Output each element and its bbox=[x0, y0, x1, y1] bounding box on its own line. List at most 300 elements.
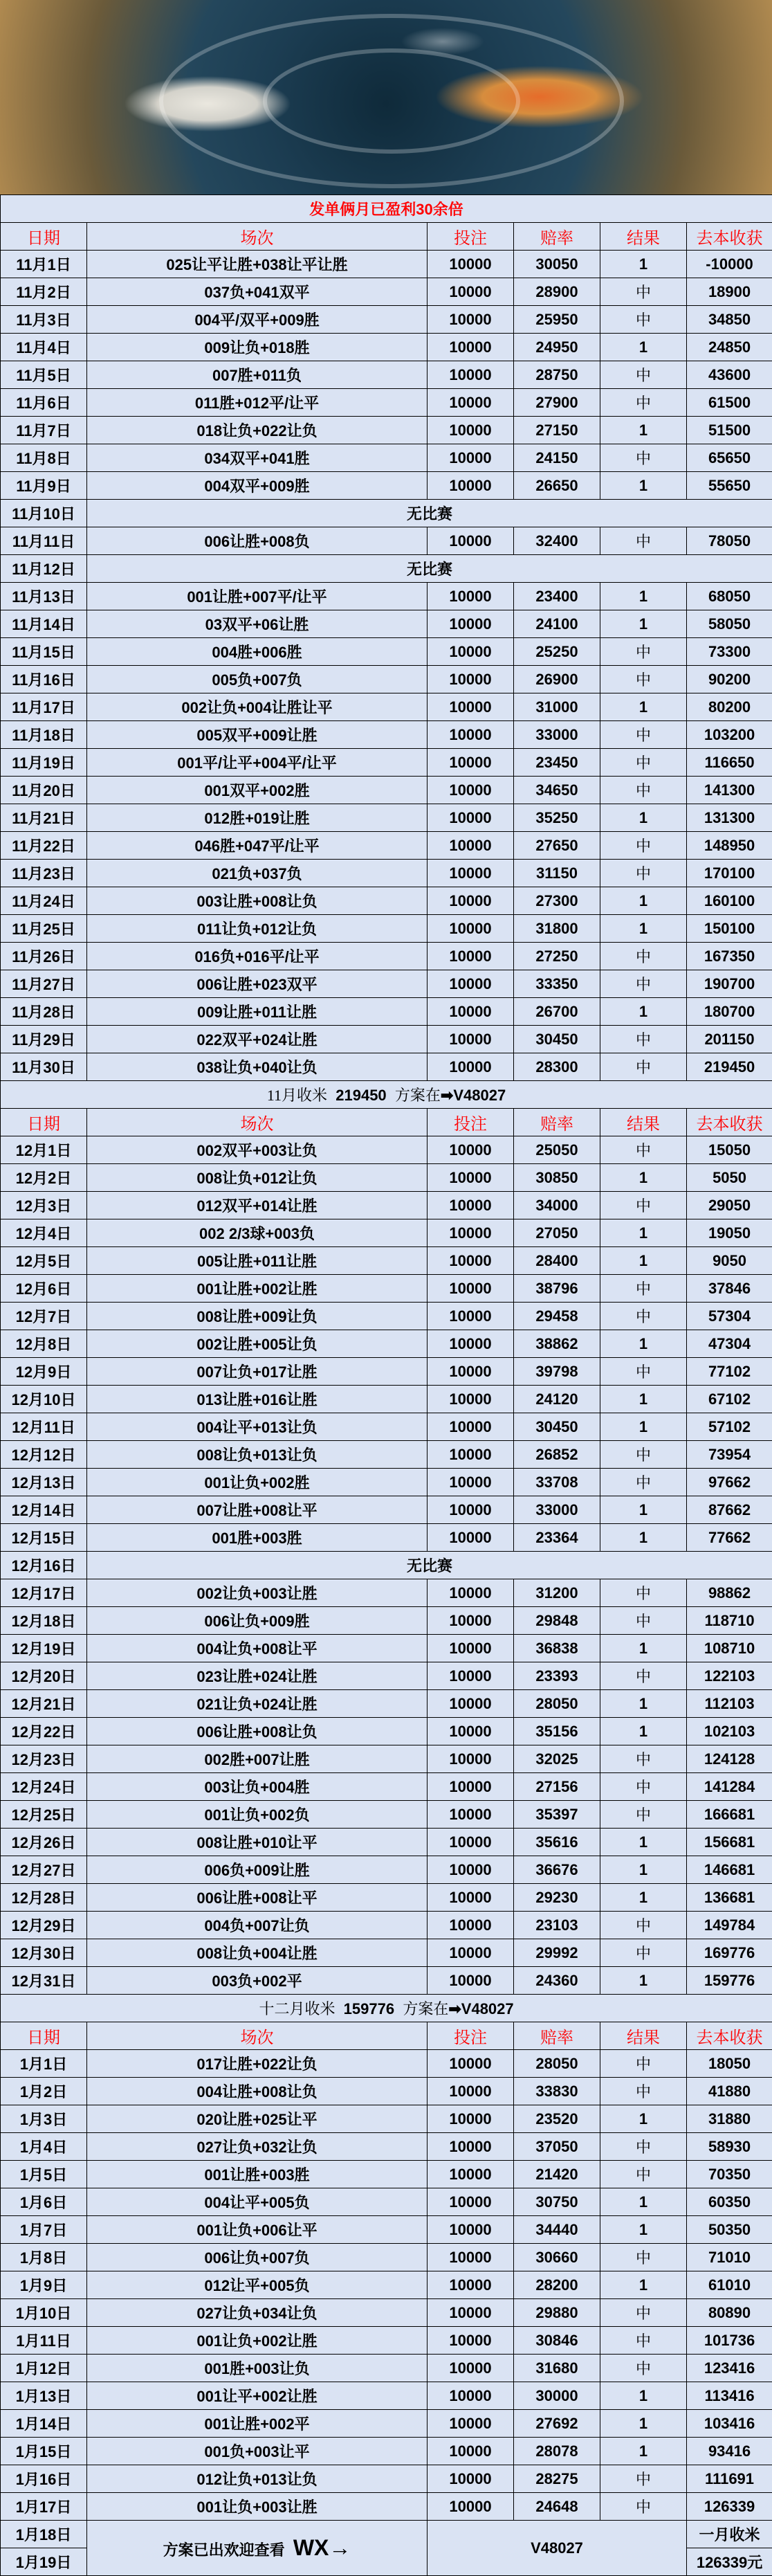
result-cell: 1 bbox=[600, 1413, 687, 1441]
match-cell: 001让负+003让胜 bbox=[87, 2493, 428, 2521]
table-row bbox=[1, 555, 772, 583]
odds-cell: 31150 bbox=[514, 860, 600, 887]
date-cell: 12月1日 bbox=[1, 1136, 87, 1164]
summary-label: 十二月收米 bbox=[259, 2000, 335, 2017]
date-cell: 1月17日 bbox=[1, 2493, 87, 2521]
odds-cell: 33830 bbox=[514, 2078, 600, 2105]
date-cell: 11月14日 bbox=[1, 610, 87, 638]
odds-cell: 23520 bbox=[514, 2105, 600, 2133]
result-cell: 中 bbox=[600, 638, 687, 666]
bet-cell: 10000 bbox=[428, 721, 514, 749]
result-cell: 1 bbox=[600, 887, 687, 915]
result-cell: 1 bbox=[600, 1164, 687, 1192]
header-bet: 投注 bbox=[428, 223, 514, 251]
match-cell: 001双平+002胜 bbox=[87, 777, 428, 804]
profit-cell: 65650 bbox=[687, 444, 772, 472]
result-cell: 1 bbox=[600, 472, 687, 500]
bet-cell: 10000 bbox=[428, 1136, 514, 1164]
profit-cell: 73954 bbox=[687, 1441, 772, 1469]
table-row bbox=[1, 1552, 772, 1579]
profit-cell: 113416 bbox=[687, 2382, 772, 2410]
bet-cell: 10000 bbox=[428, 251, 514, 278]
bet-cell: 10000 bbox=[428, 1745, 514, 1773]
profit-cell: -10000 bbox=[687, 251, 772, 278]
date-cell: 11月16日 bbox=[1, 666, 87, 693]
bet-cell: 10000 bbox=[428, 1607, 514, 1635]
date-cell: 12月28日 bbox=[1, 1884, 87, 1912]
result-cell: 中 bbox=[600, 278, 687, 306]
table-row bbox=[1, 1690, 772, 1718]
odds-cell: 21420 bbox=[514, 2161, 600, 2188]
date-cell: 12月10日 bbox=[1, 1386, 87, 1413]
odds-cell: 28200 bbox=[514, 2271, 600, 2299]
odds-cell: 30750 bbox=[514, 2188, 600, 2216]
bet-cell: 10000 bbox=[428, 306, 514, 334]
bet-cell: 10000 bbox=[428, 860, 514, 887]
match-cell: 012双平+014让胜 bbox=[87, 1192, 428, 1219]
table-row bbox=[1, 693, 772, 721]
header-result: 结果 bbox=[600, 223, 687, 251]
bet-cell: 10000 bbox=[428, 1635, 514, 1662]
odds-cell: 29880 bbox=[514, 2299, 600, 2327]
date-cell: 12月2日 bbox=[1, 1164, 87, 1192]
date-cell: 1月4日 bbox=[1, 2133, 87, 2161]
result-cell: 中 bbox=[600, 361, 687, 389]
date-cell: 12月12日 bbox=[1, 1441, 87, 1469]
match-cell: 009让胜+011让胜 bbox=[87, 998, 428, 1026]
header-match: 场次 bbox=[87, 1109, 428, 1136]
summary-amount: 159776 bbox=[335, 2000, 403, 2017]
result-cell: 1 bbox=[600, 251, 687, 278]
result-cell: 1 bbox=[600, 2105, 687, 2133]
bet-cell: 10000 bbox=[428, 610, 514, 638]
profit-cell: 169776 bbox=[687, 1939, 772, 1967]
profit-cell: 156681 bbox=[687, 1829, 772, 1856]
profit-cell: 57102 bbox=[687, 1413, 772, 1441]
bet-cell: 10000 bbox=[428, 1884, 514, 1912]
odds-cell: 29458 bbox=[514, 1303, 600, 1330]
odds-cell: 30850 bbox=[514, 1164, 600, 1192]
table-row bbox=[1, 1801, 772, 1829]
match-cell: 001让胜+002让胜 bbox=[87, 1275, 428, 1303]
page-title: 发单俩月已盈利30余倍 bbox=[1, 195, 772, 223]
result-cell: 中 bbox=[600, 1469, 687, 1496]
profit-cell: 9050 bbox=[687, 1247, 772, 1275]
profit-cell: 159776 bbox=[687, 1967, 772, 1995]
table-row bbox=[1, 2382, 772, 2410]
odds-cell: 25250 bbox=[514, 638, 600, 666]
koi-fish-banner-image bbox=[0, 0, 772, 194]
profit-cell: 149784 bbox=[687, 1912, 772, 1939]
match-cell: 004让平+013让负 bbox=[87, 1413, 428, 1441]
date-cell: 11月11日 bbox=[1, 527, 87, 555]
bet-cell: 10000 bbox=[428, 1662, 514, 1690]
odds-cell: 34000 bbox=[514, 1192, 600, 1219]
match-cell: 012胜+019让胜 bbox=[87, 804, 428, 832]
table-row bbox=[1, 1939, 772, 1967]
date-cell: 11月6日 bbox=[1, 389, 87, 417]
date-cell: 12月29日 bbox=[1, 1912, 87, 1939]
table-row bbox=[1, 915, 772, 943]
match-cell: 002让负+003让胜 bbox=[87, 1579, 428, 1607]
table-row bbox=[1, 1275, 772, 1303]
date-cell: 12月24日 bbox=[1, 1773, 87, 1801]
bet-cell: 10000 bbox=[428, 389, 514, 417]
odds-cell: 27156 bbox=[514, 1773, 600, 1801]
bet-cell: 10000 bbox=[428, 1856, 514, 1884]
table-row bbox=[1, 1358, 772, 1386]
bet-cell: 10000 bbox=[428, 1773, 514, 1801]
date-cell: 1月19日 bbox=[1, 2548, 87, 2576]
odds-cell: 33000 bbox=[514, 1496, 600, 1524]
profit-cell: 34850 bbox=[687, 306, 772, 334]
match-cell: 003负+002平 bbox=[87, 1967, 428, 1995]
date-cell: 12月15日 bbox=[1, 1524, 87, 1552]
date-cell: 1月7日 bbox=[1, 2216, 87, 2244]
table-row bbox=[1, 2078, 772, 2105]
odds-cell: 30846 bbox=[514, 2327, 600, 2355]
result-cell: 1 bbox=[600, 2216, 687, 2244]
date-cell: 11月8日 bbox=[1, 444, 87, 472]
odds-cell: 31680 bbox=[514, 2355, 600, 2382]
match-cell: 001让平+002让胜 bbox=[87, 2382, 428, 2410]
profit-cell: 80890 bbox=[687, 2299, 772, 2327]
odds-cell: 24100 bbox=[514, 610, 600, 638]
table-row bbox=[1, 2133, 772, 2161]
match-cell: 001让负+002让胜 bbox=[87, 2327, 428, 2355]
match-cell: 004负+007让负 bbox=[87, 1912, 428, 1939]
odds-cell: 28900 bbox=[514, 278, 600, 306]
profit-cell: 180700 bbox=[687, 998, 772, 1026]
profit-cell: 68050 bbox=[687, 583, 772, 610]
profit-cell: 67102 bbox=[687, 1386, 772, 1413]
bet-cell: 10000 bbox=[428, 693, 514, 721]
arrow-right-icon: ➡ bbox=[448, 2000, 461, 2017]
profit-cell: 90200 bbox=[687, 666, 772, 693]
date-cell: 12月17日 bbox=[1, 1579, 87, 1607]
profit-cell: 112103 bbox=[687, 1690, 772, 1718]
bet-cell: 10000 bbox=[428, 1524, 514, 1552]
bet-cell: 10000 bbox=[428, 1358, 514, 1386]
match-cell: 001胜+003胜 bbox=[87, 1524, 428, 1552]
profit-cell: 167350 bbox=[687, 943, 772, 970]
result-cell: 1 bbox=[600, 693, 687, 721]
date-cell: 11月25日 bbox=[1, 915, 87, 943]
match-cell: 046胜+047平/让平 bbox=[87, 832, 428, 860]
result-cell: 中 bbox=[600, 666, 687, 693]
result-cell: 中 bbox=[600, 1358, 687, 1386]
result-cell: 中 bbox=[600, 1745, 687, 1773]
table-row bbox=[1, 638, 772, 666]
table-row bbox=[1, 1026, 772, 1053]
footer-side-label: 一月收米 bbox=[687, 2521, 772, 2548]
profit-cell: 77102 bbox=[687, 1358, 772, 1386]
result-cell: 1 bbox=[600, 610, 687, 638]
date-cell: 11月7日 bbox=[1, 417, 87, 444]
odds-cell: 30450 bbox=[514, 1413, 600, 1441]
header-bet: 投注 bbox=[428, 1109, 514, 1136]
bet-cell: 10000 bbox=[428, 2299, 514, 2327]
date-cell: 11月3日 bbox=[1, 306, 87, 334]
table-row bbox=[1, 417, 772, 444]
odds-cell: 29848 bbox=[514, 1607, 600, 1635]
table-row bbox=[1, 832, 772, 860]
result-cell: 中 bbox=[600, 721, 687, 749]
bet-cell: 10000 bbox=[428, 2271, 514, 2299]
bet-cell: 10000 bbox=[428, 1413, 514, 1441]
result-cell: 中 bbox=[600, 860, 687, 887]
summary-text: 方案在 bbox=[403, 2000, 448, 2017]
match-cell: 001让胜+002平 bbox=[87, 2410, 428, 2438]
date-cell: 1月15日 bbox=[1, 2438, 87, 2465]
profit-cell: 160100 bbox=[687, 887, 772, 915]
date-cell: 12月7日 bbox=[1, 1303, 87, 1330]
odds-cell: 27300 bbox=[514, 887, 600, 915]
table-row bbox=[1, 251, 772, 278]
bet-cell: 10000 bbox=[428, 2465, 514, 2493]
bet-cell: 10000 bbox=[428, 583, 514, 610]
table-row bbox=[1, 749, 772, 777]
date-cell: 11月9日 bbox=[1, 472, 87, 500]
bet-cell: 10000 bbox=[428, 804, 514, 832]
table-row bbox=[1, 1441, 772, 1469]
date-cell: 11月24日 bbox=[1, 887, 87, 915]
column-header-row bbox=[1, 223, 772, 251]
odds-cell: 26852 bbox=[514, 1441, 600, 1469]
odds-cell: 27150 bbox=[514, 417, 600, 444]
bet-cell: 10000 bbox=[428, 887, 514, 915]
result-cell: 1 bbox=[600, 998, 687, 1026]
match-cell: 006让胜+008让负 bbox=[87, 1718, 428, 1745]
match-cell: 006让胜+008让平 bbox=[87, 1884, 428, 1912]
match-cell: 012让平+005负 bbox=[87, 2271, 428, 2299]
match-cell: 004平/双平+009胜 bbox=[87, 306, 428, 334]
bet-cell: 10000 bbox=[428, 334, 514, 361]
match-cell: 011让负+012让负 bbox=[87, 915, 428, 943]
odds-cell: 34650 bbox=[514, 777, 600, 804]
table-row bbox=[1, 887, 772, 915]
match-cell: 001负+003让平 bbox=[87, 2438, 428, 2465]
odds-cell: 32400 bbox=[514, 527, 600, 555]
match-cell: 008让负+013让负 bbox=[87, 1441, 428, 1469]
profit-cell: 15050 bbox=[687, 1136, 772, 1164]
result-cell: 1 bbox=[600, 1496, 687, 1524]
month-summary bbox=[1, 1081, 772, 1109]
result-cell: 1 bbox=[600, 1635, 687, 1662]
table-row bbox=[1, 998, 772, 1026]
date-cell: 12月5日 bbox=[1, 1247, 87, 1275]
bet-cell: 10000 bbox=[428, 1441, 514, 1469]
header-match: 场次 bbox=[87, 223, 428, 251]
no-match-cell: 无比赛 bbox=[87, 500, 772, 527]
odds-cell: 28275 bbox=[514, 2465, 600, 2493]
table-row bbox=[1, 1330, 772, 1358]
result-cell: 中 bbox=[600, 832, 687, 860]
profit-cell: 219450 bbox=[687, 1053, 772, 1081]
bet-cell: 10000 bbox=[428, 1386, 514, 1413]
result-cell: 1 bbox=[600, 1690, 687, 1718]
odds-cell: 38862 bbox=[514, 1330, 600, 1358]
profit-cell: 146681 bbox=[687, 1856, 772, 1884]
profit-cell: 126339 bbox=[687, 2493, 772, 2521]
profit-cell: 80200 bbox=[687, 693, 772, 721]
footer-contact-code: V48027 bbox=[428, 2521, 687, 2576]
odds-cell: 36838 bbox=[514, 1635, 600, 1662]
table-row bbox=[1, 2216, 772, 2244]
date-cell: 12月27日 bbox=[1, 1856, 87, 1884]
odds-cell: 34440 bbox=[514, 2216, 600, 2244]
odds-cell: 27050 bbox=[514, 1219, 600, 1247]
date-cell: 11月27日 bbox=[1, 970, 87, 998]
match-cell: 017让胜+022让负 bbox=[87, 2050, 428, 2078]
bet-cell: 10000 bbox=[428, 2050, 514, 2078]
match-cell: 003让负+004胜 bbox=[87, 1773, 428, 1801]
date-cell: 12月20日 bbox=[1, 1662, 87, 1690]
profit-cell: 19050 bbox=[687, 1219, 772, 1247]
profit-cell: 47304 bbox=[687, 1330, 772, 1358]
result-cell: 中 bbox=[600, 444, 687, 472]
bet-cell: 10000 bbox=[428, 1469, 514, 1496]
profit-cell: 18900 bbox=[687, 278, 772, 306]
result-cell: 中 bbox=[600, 527, 687, 555]
profit-cell: 5050 bbox=[687, 1164, 772, 1192]
match-cell: 027让负+032让负 bbox=[87, 2133, 428, 2161]
bet-cell: 10000 bbox=[428, 1801, 514, 1829]
match-cell: 006让负+009胜 bbox=[87, 1607, 428, 1635]
result-cell: 中 bbox=[600, 1441, 687, 1469]
result-cell: 中 bbox=[600, 2327, 687, 2355]
water-swirl-decoration bbox=[263, 48, 520, 154]
profit-cell: 93416 bbox=[687, 2438, 772, 2465]
table-row bbox=[1, 1635, 772, 1662]
result-cell: 中 bbox=[600, 2299, 687, 2327]
profit-cell: 87662 bbox=[687, 1496, 772, 1524]
match-cell: 008让胜+010让平 bbox=[87, 1829, 428, 1856]
bet-cell: 10000 bbox=[428, 2216, 514, 2244]
odds-cell: 24648 bbox=[514, 2493, 600, 2521]
match-cell: 005双平+009让胜 bbox=[87, 721, 428, 749]
date-cell: 11月2日 bbox=[1, 278, 87, 306]
result-cell: 1 bbox=[600, 1386, 687, 1413]
odds-cell: 28400 bbox=[514, 1247, 600, 1275]
date-cell: 11月4日 bbox=[1, 334, 87, 361]
result-cell: 1 bbox=[600, 2410, 687, 2438]
bet-cell: 10000 bbox=[428, 1192, 514, 1219]
summary-amount: 219450 bbox=[327, 1087, 395, 1104]
table-row bbox=[1, 2438, 772, 2465]
match-cell: 020让胜+025让平 bbox=[87, 2105, 428, 2133]
date-cell: 12月26日 bbox=[1, 1829, 87, 1856]
date-cell: 11月12日 bbox=[1, 555, 87, 583]
table-row bbox=[1, 1496, 772, 1524]
bet-cell: 10000 bbox=[428, 1053, 514, 1081]
table-row bbox=[1, 1192, 772, 1219]
profit-cell: 37846 bbox=[687, 1275, 772, 1303]
result-cell: 中 bbox=[600, 943, 687, 970]
result-cell: 中 bbox=[600, 749, 687, 777]
odds-cell: 28050 bbox=[514, 2050, 600, 2078]
match-cell: 038让负+040让负 bbox=[87, 1053, 428, 1081]
table-row bbox=[1, 1884, 772, 1912]
match-cell: 002让负+004让胜让平 bbox=[87, 693, 428, 721]
profit-cell: 123416 bbox=[687, 2355, 772, 2382]
table-row bbox=[1, 1413, 772, 1441]
result-cell: 中 bbox=[600, 1579, 687, 1607]
result-cell: 1 bbox=[600, 1330, 687, 1358]
result-cell: 1 bbox=[600, 804, 687, 832]
bet-cell: 10000 bbox=[428, 361, 514, 389]
bet-cell: 10000 bbox=[428, 638, 514, 666]
header-profit: 去本收获 bbox=[687, 2022, 772, 2050]
odds-cell: 31000 bbox=[514, 693, 600, 721]
result-cell: 中 bbox=[600, 1912, 687, 1939]
bet-cell: 10000 bbox=[428, 444, 514, 472]
odds-cell: 32025 bbox=[514, 1745, 600, 1773]
profit-cell: 70350 bbox=[687, 2161, 772, 2188]
odds-cell: 31800 bbox=[514, 915, 600, 943]
table-row bbox=[1, 1136, 772, 1164]
date-cell: 12月18日 bbox=[1, 1607, 87, 1635]
table-row bbox=[1, 1773, 772, 1801]
profit-cell: 61010 bbox=[687, 2271, 772, 2299]
table-row bbox=[1, 1219, 772, 1247]
table-row bbox=[1, 583, 772, 610]
odds-cell: 27650 bbox=[514, 832, 600, 860]
date-cell: 12月9日 bbox=[1, 1358, 87, 1386]
bet-cell: 10000 bbox=[428, 2493, 514, 2521]
profit-cell: 141300 bbox=[687, 777, 772, 804]
profit-cell: 50350 bbox=[687, 2216, 772, 2244]
table-row bbox=[1, 361, 772, 389]
table-row bbox=[1, 334, 772, 361]
match-cell: 027让负+034让负 bbox=[87, 2299, 428, 2327]
profit-cell: 141284 bbox=[687, 1773, 772, 1801]
odds-cell: 36676 bbox=[514, 1856, 600, 1884]
odds-cell: 30000 bbox=[514, 2382, 600, 2410]
profit-cell: 103416 bbox=[687, 2410, 772, 2438]
profit-cell: 122103 bbox=[687, 1662, 772, 1690]
profit-cell: 116650 bbox=[687, 749, 772, 777]
table-row bbox=[1, 860, 772, 887]
bet-cell: 10000 bbox=[428, 1330, 514, 1358]
bet-cell: 10000 bbox=[428, 2438, 514, 2465]
header-result: 结果 bbox=[600, 1109, 687, 1136]
match-cell: 004让负+008让平 bbox=[87, 1635, 428, 1662]
header-bet: 投注 bbox=[428, 2022, 514, 2050]
table-row bbox=[1, 2327, 772, 2355]
result-cell: 中 bbox=[600, 306, 687, 334]
header-odds: 赔率 bbox=[514, 1109, 600, 1136]
odds-cell: 30450 bbox=[514, 1026, 600, 1053]
profit-cell: 58930 bbox=[687, 2133, 772, 2161]
match-cell: 001胜+003让负 bbox=[87, 2355, 428, 2382]
result-cell: 1 bbox=[600, 2382, 687, 2410]
date-cell: 12月31日 bbox=[1, 1967, 87, 1995]
bet-cell: 10000 bbox=[428, 1579, 514, 1607]
match-cell: 011胜+012平/让平 bbox=[87, 389, 428, 417]
bet-cell: 10000 bbox=[428, 1219, 514, 1247]
match-cell: 013让胜+016让胜 bbox=[87, 1386, 428, 1413]
profit-cell: 60350 bbox=[687, 2188, 772, 2216]
bet-cell: 10000 bbox=[428, 2188, 514, 2216]
table-row bbox=[1, 472, 772, 500]
table-row bbox=[1, 444, 772, 472]
header-odds: 赔率 bbox=[514, 2022, 600, 2050]
result-cell: 中 bbox=[600, 1026, 687, 1053]
match-cell: 001让胜+007平/让平 bbox=[87, 583, 428, 610]
profit-cell: 77662 bbox=[687, 1524, 772, 1552]
result-cell: 1 bbox=[600, 1829, 687, 1856]
